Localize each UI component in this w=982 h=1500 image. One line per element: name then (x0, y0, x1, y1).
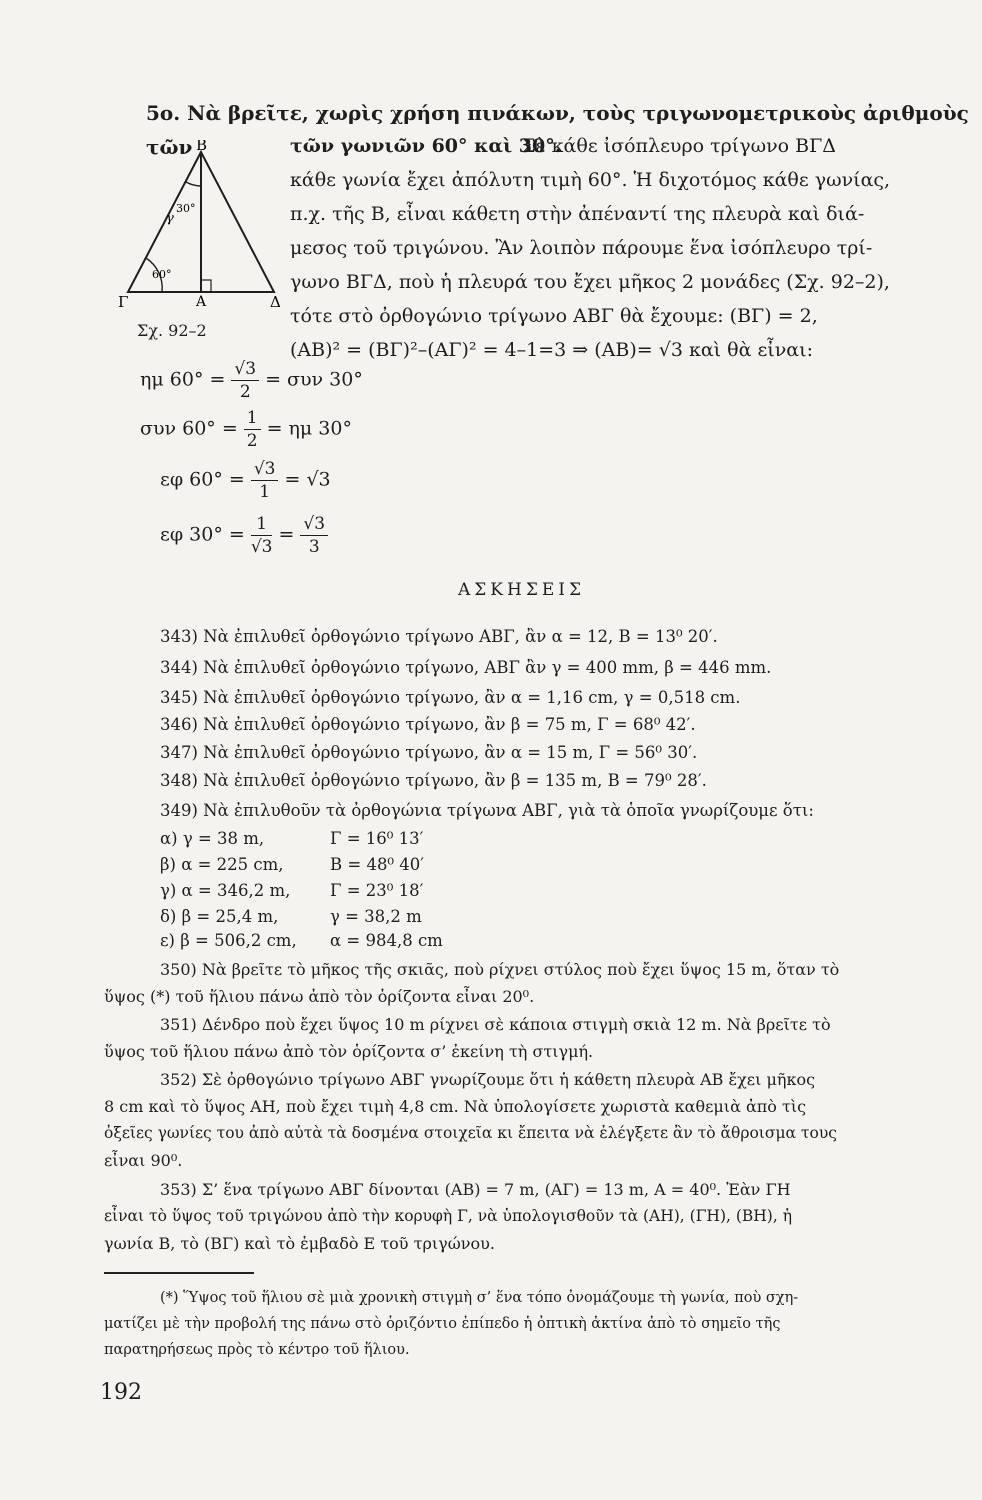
fraction-denominator: √3 (250, 537, 273, 557)
formula-tan30 (160, 513, 334, 558)
exercise-343: 343) Νὰ ἐπιλυθεῖ ὀρθογώνιο τρίγωνο ΑΒΓ, ἂν α = 12, Β = 13⁰ 20′. (160, 627, 718, 646)
exercise-347: 347) Νὰ ἐπιλυθεῖ ὀρθογώνιο τρίγωνο, ἂν α = 15 m, Γ = 56⁰ 30′. (160, 743, 698, 762)
page-number: 192 (100, 1380, 142, 1405)
triangle-figure (116, 140, 286, 310)
fraction-denominator: 3 (308, 537, 320, 557)
body-line-4: μεσος τοῦ τριγώνου. Ἂν λοιπὸν πάρουμε ἕνα ἰσόπλευρο τρί- (290, 237, 873, 259)
problem-352-line-1: 352) Σὲ ὀρθογώνιο τρίγωνο ΑΒΓ γνωρίζουμε ὅτι ἡ κάθετη πλευρὰ ΑΒ ἔχει μῆκος (160, 1070, 816, 1089)
footnote-line-3: παρατηρήσεως πρὸς τὸ κέντρο τοῦ ἥλιου. (104, 1342, 410, 1358)
formula-sin60 (140, 358, 363, 403)
fraction (231, 358, 259, 403)
section-title-continued: τῶν γωνιῶν 60° καὶ 30°. (290, 135, 562, 157)
label-b: Β (196, 140, 208, 154)
body-line-5: γωνο ΒΓΔ, ποὺ ἡ πλευρά του ἔχει μῆκος 2 μονάδες (Σχ. 92–2), (290, 271, 890, 293)
problem-353-line-3: γωνία Β, τὸ (ΒΓ) καὶ τὸ ἐμβαδὸ Ε τοῦ τριγώνου. (104, 1234, 495, 1253)
problem-352-line-3: ὀξεῖες γωνίες του ἀπὸ αὐτὰ τὰ δοσμένα στοιχεῖα κι ἔπειτα νὰ ἐλέγξετε ἂν τὸ ἄθροισμα τους (104, 1124, 837, 1142)
fraction (251, 458, 279, 503)
case-d-left: δ) β = 25,4 m, (160, 907, 279, 926)
exercise-349: 349) Νὰ ἐπιλυθοῦν τὰ ὀρθογώνια τρίγωνα ΑΒΓ, γιὰ τὰ ὁποῖα γνωρίζουμε ὅτι: (160, 801, 814, 820)
formula-rhs: = (278, 523, 295, 546)
case-b-left: β) α = 225 cm, (160, 855, 284, 874)
body-line-2: κάθε γωνία ἔχει ἀπόλυτη τιμὴ 60°. Ἡ διχοτόμος κάθε γωνίας, (290, 169, 891, 191)
case-c-left: γ) α = 346,2 m, (160, 881, 291, 900)
case-a-left: α) γ = 38 m, (160, 829, 265, 848)
problem-351-line-1: 351) Δένδρο ποὺ ἔχει ὕψος 10 m ρίχνει σὲ κάποια στιγμὴ σκιὰ 12 m. Νὰ βρεῖτε τὸ (160, 1015, 831, 1034)
label-angle-30: 30° (176, 202, 196, 215)
body-line-1: Σὲ κάθε ἰσόπλευρο τρίγωνο ΒΓΔ (522, 135, 837, 157)
footnote-line-2: ματίζει μὲ τὴν προβολή της πάνω στὸ ὁριζόντιο ἐπίπεδο ἡ ὀπτικὴ ἀκτίνα ἀπὸ τὸ σημεῖο τῆς (104, 1316, 781, 1332)
section-title: 5ο. Νὰ βρεῖτε, χωρὶς χρήση πινάκων, τοὺς τριγωνομετρικοὺς ἀριθμοὺς τῶν (146, 101, 969, 159)
fraction (251, 513, 273, 558)
case-a-right: Γ = 16⁰ 13′ (330, 829, 424, 848)
problem-351-line-2: ὕψος τοῦ ἥλιου πάνω ἀπὸ τὸν ὁρίζοντα σ’ ἐκείνη τὴ στιγμή. (104, 1042, 594, 1061)
problem-352-line-4: εἶναι 90⁰. (104, 1151, 183, 1170)
problem-353-line-2: εἶναι τὸ ὕψος τοῦ τριγώνου ἀπὸ τὴν κορυφὴ Γ, νὰ ὑπολογισθοῦν τὰ (ΑΗ), (ΓΗ), (ΒΗ), ἡ (104, 1207, 792, 1225)
fraction-numerator: √3 (300, 513, 328, 536)
case-b-right: Β = 48⁰ 40′ (330, 855, 425, 874)
formula-tan60 (160, 458, 331, 503)
exercise-345: 345) Νὰ ἐπιλυθεῖ ὀρθογώνιο τρίγωνο, ἂν α = 1,16 cm, γ = 0,518 cm. (160, 688, 741, 707)
formula-cos60 (140, 407, 352, 452)
fraction-numerator: √3 (231, 358, 259, 381)
problem-350-line-2: ὕψος (*) τοῦ ἥλιου πάνω ἀπὸ τὸν ὁρίζοντα εἶναι 20⁰. (104, 987, 535, 1006)
problem-353-line-1: 353) Σ’ ἕνα τρίγωνο ΑΒΓ δίνονται (ΑΒ) = 7 m, (ΑΓ) = 13 m, Α = 40⁰. Ἐὰν ΓΗ (160, 1180, 791, 1199)
fraction-numerator: 1 (244, 407, 261, 430)
body-line-7: (ΑΒ)² = (ΒΓ)²–(ΑΓ)² = 4–1=3 ⇒ (ΑΒ)= √3 καὶ θὰ εἶναι: (290, 339, 813, 361)
fraction-denominator: 2 (239, 382, 251, 402)
problem-352-line-2: 8 cm καὶ τὸ ὕψος ΑΗ, ποὺ ἔχει τιμὴ 4,8 cm. Νὰ ὑπολογίσετε χωριστὰ καθεμιὰ ἀπὸ τὶς (104, 1097, 807, 1116)
body-line-3: π.χ. τῆς Β, εἶναι κάθετη στὴν ἀπέναντί της πλευρὰ καὶ διά- (290, 203, 865, 225)
figure-caption: Σχ. 92–2 (137, 321, 207, 340)
fraction-numerator: 1 (251, 513, 273, 536)
exercise-346: 346) Νὰ ἐπιλυθεῖ ὀρθογώνιο τρίγωνο, ἂν β = 75 m, Γ = 68⁰ 42′. (160, 715, 696, 734)
case-e-left: ε) β = 506,2 cm, (160, 931, 297, 950)
case-d-right: γ = 38,2 m (330, 907, 422, 926)
formula-lhs: συν 60° = (140, 417, 238, 440)
fraction-denominator: 1 (259, 482, 271, 502)
formula-lhs: εφ 60° = (160, 468, 245, 491)
fraction-numerator: √3 (251, 458, 279, 481)
fraction (244, 407, 261, 452)
problem-350-line-1: 350) Νὰ βρεῖτε τὸ μῆκος τῆς σκιᾶς, ποὺ ρίχνει στύλος ποὺ ἔχει ὕψος 15 m, ὅταν τὸ (160, 960, 840, 979)
label-angle-60: 60° (152, 268, 172, 281)
exercises-title: ΑΣΚΗΣΕΙΣ (458, 580, 585, 600)
case-e-right: α = 984,8 cm (330, 931, 443, 950)
label-g: Γ (118, 293, 129, 310)
angle-arc-b (186, 182, 201, 186)
footnote-line-1: (*) Ὕψος τοῦ ἥλιου σὲ μιὰ χρονικὴ στιγμὴ σ’ ἕνα τόπο ὀνομάζουμε τὴ γωνία, ποὺ σχη- (160, 1290, 799, 1306)
fraction-denominator: 2 (246, 431, 258, 451)
body-line-6: τότε στὸ ὀρθογώνιο τρίγωνο ΑΒΓ θὰ ἔχουμε: (ΒΓ) = 2, (290, 305, 818, 327)
label-a: Α (196, 294, 207, 310)
exercise-344: 344) Νὰ ἐπιλυθεῖ ὀρθογώνιο τρίγωνο, ΑΒΓ ἂν γ = 400 mm, β = 446 mm. (160, 658, 772, 677)
formula-rhs: = √3 (284, 468, 331, 491)
fraction-2 (300, 513, 328, 558)
formula-lhs: εφ 30° = (160, 523, 245, 546)
label-gamma: γ (166, 211, 174, 226)
footnote-rule (104, 1272, 254, 1274)
case-c-right: Γ = 23⁰ 18′ (330, 881, 424, 900)
formula-lhs: ημ 60° = (140, 368, 226, 391)
formula-rhs: = συν 30° (265, 368, 363, 391)
exercise-348: 348) Νὰ ἐπιλυθεῖ ὀρθογώνιο τρίγωνο, ἂν β = 135 m, Β = 79⁰ 28′. (160, 771, 707, 790)
label-d: Δ (270, 293, 281, 310)
right-angle-mark (201, 280, 211, 292)
formula-rhs: = ημ 30° (266, 417, 352, 440)
